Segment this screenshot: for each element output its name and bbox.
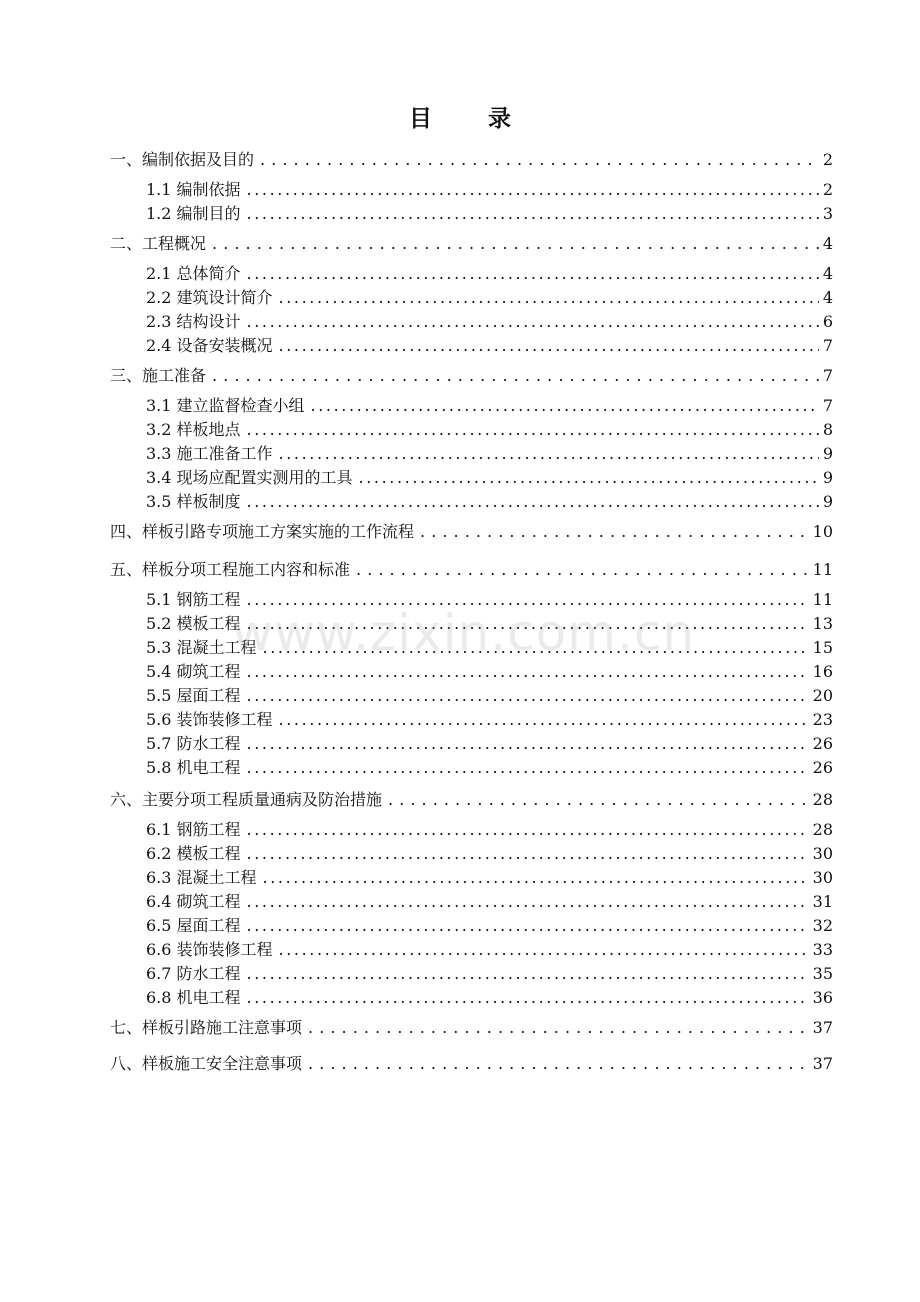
title-char-1: 目 <box>409 105 432 132</box>
title-char-2: 录 <box>488 105 511 132</box>
toc-entry[interactable] <box>146 754 833 778</box>
toc-entry[interactable] <box>146 440 833 464</box>
toc-entry-text: 3.1 建立监督检查小组 <box>146 396 305 415</box>
toc-entry-text: 5.6 装饰装修工程 <box>146 710 273 729</box>
toc-entry-text: 5.2 模板工程 <box>146 614 241 633</box>
toc-entry-text: 2.1 总体简介 <box>146 264 241 283</box>
toc-entry-text: 6.2 模板工程 <box>146 844 241 863</box>
toc-entry[interactable] <box>146 984 833 1008</box>
toc-entry-page: 6 <box>822 312 833 331</box>
toc-entry-text: 5.1 钢筋工程 <box>146 590 241 609</box>
toc-entry-text: 3.4 现场应配置实测用的工具 <box>146 468 353 487</box>
toc-leader-dots <box>247 892 809 912</box>
toc-leader-dots <box>247 264 819 284</box>
toc-leader-dots <box>212 366 819 386</box>
toc-entry[interactable] <box>146 840 833 864</box>
toc-entry-text: 四、样板引路专项施工方案实施的工作流程 <box>110 522 415 541</box>
toc-entry[interactable] <box>110 146 833 170</box>
toc-entry-text: 三、施工准备 <box>110 366 207 385</box>
toc-entry[interactable] <box>110 556 833 580</box>
toc-entry-text: 6.8 机电工程 <box>146 988 241 1007</box>
toc-entry-page: 36 <box>812 988 833 1007</box>
toc-leader-dots <box>247 820 809 840</box>
toc-leader-dots <box>247 844 809 864</box>
toc-entry-text: 2.3 结构设计 <box>146 312 241 331</box>
toc-leader-dots <box>308 1018 809 1038</box>
toc-entry-text: 6.6 装饰装修工程 <box>146 940 273 959</box>
toc-entry[interactable] <box>110 362 833 386</box>
toc-leader-dots <box>247 662 809 682</box>
toc-entry-page: 10 <box>812 522 833 541</box>
toc-entry[interactable] <box>146 176 833 200</box>
toc-entry[interactable] <box>146 284 833 308</box>
toc-entry-text: 3.3 施工准备工作 <box>146 444 273 463</box>
toc-leader-dots <box>247 916 809 936</box>
toc-entry[interactable] <box>146 912 833 936</box>
toc-entry-text: 七、样板引路施工注意事项 <box>110 1018 303 1037</box>
toc-entry-page: 33 <box>812 940 833 959</box>
toc-entry-page: 4 <box>822 264 833 283</box>
toc-leader-dots <box>247 988 809 1008</box>
toc-entry[interactable] <box>146 888 833 912</box>
toc-entry-text: 3.2 样板地点 <box>146 420 241 439</box>
toc-entry-page: 2 <box>822 150 833 169</box>
toc-entry[interactable] <box>146 488 833 512</box>
toc-entry-page: 28 <box>812 790 833 809</box>
toc-entry[interactable] <box>146 416 833 440</box>
toc-entry-page: 31 <box>812 892 833 911</box>
toc-leader-dots <box>279 288 819 308</box>
toc-entry-page: 15 <box>812 638 833 657</box>
toc-leader-dots <box>279 336 819 356</box>
toc-entry[interactable] <box>146 706 833 730</box>
toc-entry-text: 一、编制依据及目的 <box>110 150 255 169</box>
toc-entry-text: 5.5 屋面工程 <box>146 686 241 705</box>
toc-entry-page: 9 <box>822 468 833 487</box>
toc-entry-text: 5.7 防水工程 <box>146 734 241 753</box>
toc-entry-page: 3 <box>822 204 833 223</box>
toc-entry[interactable] <box>110 518 833 542</box>
toc-entry-text: 二、工程概况 <box>110 234 207 253</box>
toc-entry-page: 7 <box>822 336 833 355</box>
toc-entry-text: 5.4 砌筑工程 <box>146 662 241 681</box>
toc-entry-text: 3.5 样板制度 <box>146 492 241 511</box>
toc-leader-dots <box>247 204 819 224</box>
toc-entry[interactable] <box>110 786 833 810</box>
toc-entry-page: 7 <box>822 396 833 415</box>
toc-leader-dots <box>247 734 809 754</box>
toc-entry-page: 20 <box>812 686 833 705</box>
toc-leader-dots <box>247 180 819 200</box>
toc-entry-page: 32 <box>812 916 833 935</box>
toc-entry[interactable] <box>146 864 833 888</box>
toc-entry-text: 6.7 防水工程 <box>146 964 241 983</box>
toc-entry-page: 37 <box>812 1018 833 1037</box>
toc-entry[interactable] <box>146 332 833 356</box>
toc-entry-page: 26 <box>812 734 833 753</box>
toc-entry-page: 16 <box>812 662 833 681</box>
toc-leader-dots <box>263 868 809 888</box>
toc-entry[interactable] <box>110 1014 833 1038</box>
toc-entry[interactable] <box>146 464 833 488</box>
toc-entry-page: 9 <box>822 444 833 463</box>
toc-entry-text: 1.2 编制目的 <box>146 204 241 223</box>
toc-leader-dots <box>388 790 809 810</box>
toc-leader-dots <box>356 560 809 580</box>
toc-entry-page: 23 <box>812 710 833 729</box>
toc-leader-dots <box>212 234 819 254</box>
toc-leader-dots <box>247 964 809 984</box>
toc-entry-text: 6.4 砌筑工程 <box>146 892 241 911</box>
toc-entry-page: 9 <box>822 492 833 511</box>
toc-entry-page: 7 <box>822 366 833 385</box>
toc-leader-dots <box>279 940 809 960</box>
toc-leader-dots <box>260 150 819 170</box>
toc-entry-text: 五、样板分项工程施工内容和标准 <box>110 560 351 579</box>
toc-entry-text: 2.2 建筑设计简介 <box>146 288 273 307</box>
toc-entry-page: 11 <box>812 590 833 609</box>
toc-leader-dots <box>247 420 819 440</box>
toc-entry-text: 6.5 屋面工程 <box>146 916 241 935</box>
toc-leader-dots <box>247 758 809 778</box>
toc-leader-dots <box>308 1054 809 1074</box>
toc-leader-dots <box>311 396 819 416</box>
toc-entry-page: 13 <box>812 614 833 633</box>
toc-entry[interactable] <box>110 1050 833 1074</box>
toc-entry-page: 8 <box>822 420 833 439</box>
toc-entry-text: 1.1 编制依据 <box>146 180 241 199</box>
toc-entry-page: 30 <box>812 844 833 863</box>
toc-entry-page: 30 <box>812 868 833 887</box>
toc-leader-dots <box>279 710 809 730</box>
toc-entry-text: 5.8 机电工程 <box>146 758 241 777</box>
toc-entry[interactable] <box>146 816 833 840</box>
toc-entry-page: 2 <box>822 180 833 199</box>
toc-leader-dots <box>247 312 819 332</box>
toc-entry[interactable] <box>146 936 833 960</box>
toc-entry-text: 5.3 混凝土工程 <box>146 638 257 657</box>
toc-entry[interactable] <box>146 960 833 984</box>
toc-entry-page: 28 <box>812 820 833 839</box>
toc-entry[interactable] <box>146 682 833 706</box>
toc-entry[interactable] <box>146 260 833 284</box>
toc-entry-page: 4 <box>822 288 833 307</box>
toc-entry-page: 4 <box>822 234 833 253</box>
toc-entry[interactable] <box>146 308 833 332</box>
toc-leader-dots <box>247 686 809 706</box>
toc-title <box>0 100 920 133</box>
watermark-text: www.zixin.com.cn <box>232 604 696 662</box>
toc-entry-page: 26 <box>812 758 833 777</box>
toc-entry-text: 六、主要分项工程质量通病及防治措施 <box>110 790 383 809</box>
toc-entry-page: 11 <box>812 560 833 579</box>
toc-leader-dots <box>420 522 809 542</box>
toc-leader-dots <box>359 468 819 488</box>
toc-entry[interactable] <box>110 230 833 254</box>
toc-entry-page: 37 <box>812 1054 833 1073</box>
toc-entry-text: 八、样板施工安全注意事项 <box>110 1054 303 1073</box>
toc-entry-text: 6.3 混凝土工程 <box>146 868 257 887</box>
toc-leader-dots <box>247 492 819 512</box>
toc-entry-text: 2.4 设备安装概况 <box>146 336 273 355</box>
toc-entry[interactable] <box>146 730 833 754</box>
toc-entry-page: 35 <box>812 964 833 983</box>
toc-entry[interactable] <box>146 200 833 224</box>
toc-entry[interactable] <box>146 392 833 416</box>
toc-leader-dots <box>279 444 819 464</box>
toc-entry-text: 6.1 钢筋工程 <box>146 820 241 839</box>
